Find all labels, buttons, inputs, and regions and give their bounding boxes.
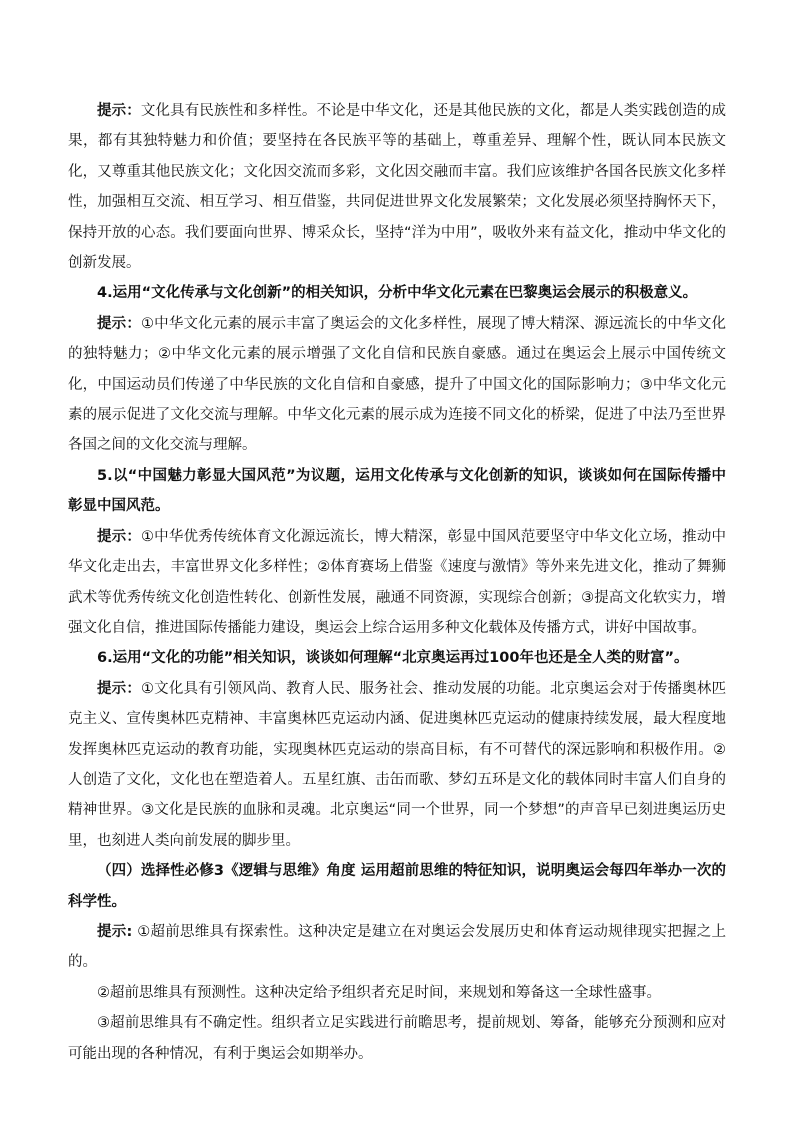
hint-label: 提示： bbox=[97, 528, 141, 545]
question-4: 4.运用“文化传承与文化创新”的相关知识，分析中华文化元素在巴黎奥运会展示的积极意义。 bbox=[97, 285, 698, 302]
hint-label: 提示： bbox=[97, 103, 141, 119]
answer-paragraph bbox=[68, 309, 726, 461]
answer-paragraph bbox=[68, 674, 726, 856]
question-5: 5.以“中国魅力彰显大国风范”为议题，运用文化传承与文化创新的知识，谈谈如何在国际传播中彰显中国风范。 bbox=[68, 467, 726, 515]
answer-text: ①中华优秀传统体育文化源远流长，博大精深，彰显中国风范要坚守中华文化立场，推动中华文化走出去，丰富世界文化多样性；②体育赛场上借鉴《速度与激情》等外来先进文化，推动了舞狮武术等优秀传统文化创造性转化、创新性发展，融通不同资源，实现综合创新；③提高文化软实力，增强文化自信，推进国际传播能力建设，奥运会上综合运用多种文化载体及传播方式，讲好中国故事。 bbox=[68, 528, 726, 636]
hint-label: 提示： bbox=[97, 680, 141, 697]
answer-paragraph: ③超前思维具有不确定性。组织者立足实践进行前瞻思考，提前规划、筹备，能够充分预测和应对可能出现的各种情况，有利于奥运会如期举办。 bbox=[68, 1015, 726, 1062]
answer-text: ①超前思维具有探索性。这种决定是建立在对奥运会发展历史和体育运动规律现实把握之上的。 bbox=[68, 923, 726, 971]
section-4-question: （四）选择性必修3《逻辑与思维》角度 运用超前思维的特征知识，说明奥运会每四年举办一次的科学性。 bbox=[68, 863, 726, 910]
answer-paragraph: ②超前思维具有预测性。这种决定给予组织者充足时间，来规划和筹备这一全球性盛事。 bbox=[97, 984, 661, 1001]
answer-paragraph bbox=[68, 917, 726, 978]
question-6: 6.运用“文化的功能”相关知识，谈谈如何理解“北京奥运再过100年也还是全人类的财富”。 bbox=[97, 650, 689, 667]
document-content bbox=[68, 96, 726, 1069]
answer-paragraph bbox=[68, 96, 726, 278]
answer-text: 文化具有民族性和多样性。不论是中华文化，还是其他民族的文化，都是人类实践创造的成果，都有其独特魅力和价值；要坚持在各民族平等的基础上，尊重差异、理解个性，既认同本民族文化，又尊重其他民族文化；文化因交流而多彩，文化因交融而丰富。我们应该维护各国各民族文化多样性，加强相互交流、相互学习、相互借鉴，共同促进世界文化发展繁荣；文化发展必须坚持胸怀天下，保持开放的心态。我们要面向世界、博采众长，坚持“洋为中用”，吸收外来有益文化，推动中华文化的创新发展。 bbox=[68, 103, 727, 272]
answer-paragraph bbox=[68, 522, 726, 644]
hint-label: 提示： bbox=[97, 315, 141, 332]
answer-text: ①中华文化元素的展示丰富了奥运会的文化多样性，展现了博大精深、源远流长的中华文化的独特魅力；②中华文化元素的展示增强了文化自信和民族自豪感。通过在奥运会上展示中国传统文化，中国运动员们传递了中华民族的文化自信和自豪感，提升了中国文化的国际影响力；③中华文化元素的展示促进了文化交流与理解。中华文化元素的展示成为连接不同文化的桥梁，促进了中法乃至世界各国之间的文化交流与理解。 bbox=[68, 315, 726, 454]
hint-label: 提示: bbox=[97, 923, 133, 940]
answer-text: ①文化具有引领风尚、教育人民、服务社会、推动发展的功能。北京奥运会对于传播奥林匹克主义、宣传奥林匹克精神、丰富奥林匹克运动内涵、促进奥林匹克运动的健康持续发展，最大程度地发挥奥林匹克运动的教育功能，实现奥林匹克运动的崇高目标，有不可替代的深远影响和积极作用。②人创造了文化，文化也在塑造着人。五星红旗、击缶而歌、梦幻五环是文化的载体同时丰富人们自身的精神世界。③文化是民族的血脉和灵魂。北京奥运“同一个世界，同一个梦想”的声音早已刻进奥运历史里，也刻进人类向前发展的脚步里。 bbox=[68, 680, 726, 849]
